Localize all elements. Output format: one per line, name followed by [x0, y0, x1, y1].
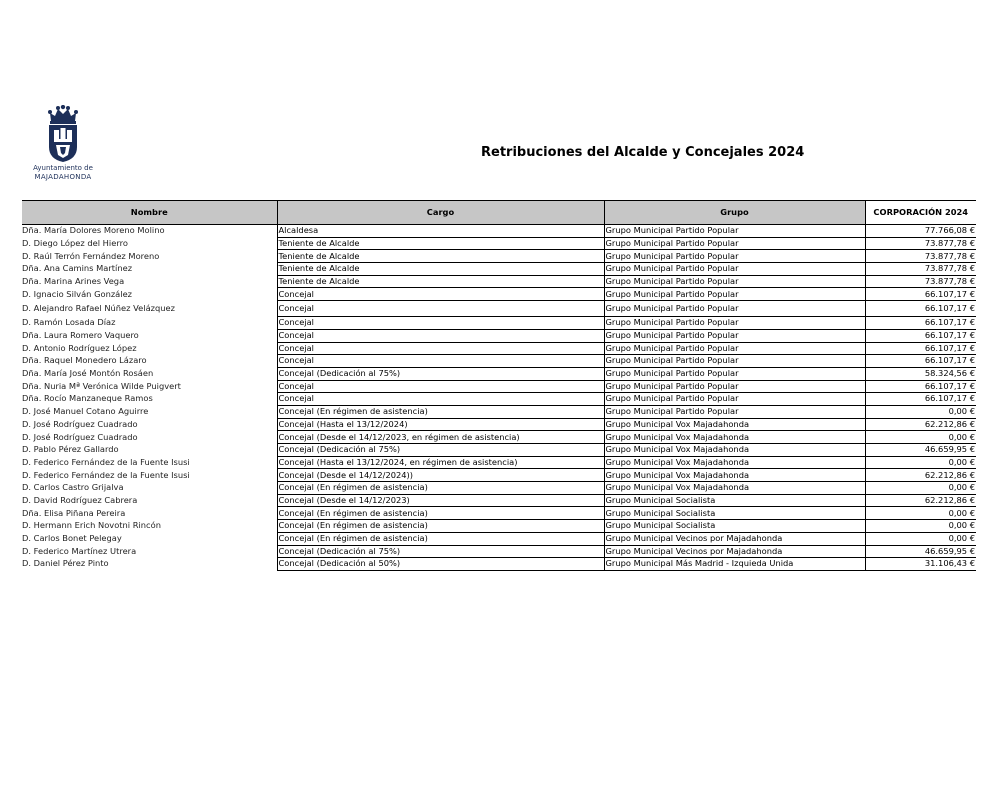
row-cargo: Concejal (Desde el 14/12/2024)) [277, 469, 604, 482]
row-cargo: Concejal [277, 355, 604, 368]
logo-text-line1: Ayuntamiento de [33, 164, 93, 172]
row-grupo: Grupo Municipal Partido Popular [604, 329, 865, 342]
row-grupo: Grupo Municipal Partido Popular [604, 301, 865, 317]
table-row [22, 469, 976, 482]
row-nombre: Dña. Marina Arines Vega [22, 275, 125, 286]
table-row [22, 431, 976, 444]
row-grupo: Grupo Municipal Partido Popular [604, 367, 865, 380]
table-row [22, 237, 976, 250]
row-nombre: D. José Rodríguez Cuadrado [22, 431, 138, 442]
table-row [22, 456, 976, 469]
row-importe: 73.877,78 € [865, 263, 976, 276]
row-importe: 66.107,17 € [865, 380, 976, 393]
logo-text-line2: MAJADAHONDA [34, 173, 92, 181]
table-row [22, 355, 976, 368]
coat-of-arms-icon [46, 105, 80, 163]
row-importe: 66.107,17 € [865, 342, 976, 355]
row-importe: 46.659,95 € [865, 545, 976, 558]
row-nombre: Dña. Raquel Monedero Lázaro [22, 355, 147, 366]
row-grupo: Grupo Municipal Vox Majadahonda [604, 456, 865, 469]
row-nombre: D. José Rodríguez Cuadrado [22, 418, 138, 429]
row-cargo: Concejal (Hasta el 13/12/2024, en régimen de asistencia) [277, 456, 604, 469]
table-row [22, 288, 976, 301]
row-nombre: D. Federico Martínez Utrera [22, 545, 137, 556]
row-grupo: Grupo Municipal Vecinos por Majadahonda [604, 532, 865, 545]
row-nombre: Dña. Laura Romero Vaquero [22, 330, 139, 340]
row-grupo: Grupo Municipal Vox Majadahonda [604, 418, 865, 431]
row-grupo: Grupo Municipal Partido Popular [604, 342, 865, 355]
row-cargo: Teniente de Alcalde [277, 237, 604, 250]
row-cargo: Concejal (Dedicación al 50%) [277, 558, 604, 571]
row-nombre: D. Carlos Bonet Pelegay [22, 533, 122, 543]
row-grupo: Grupo Municipal Partido Popular [604, 380, 865, 393]
row-cargo: Concejal [277, 329, 604, 342]
table-row [22, 263, 976, 276]
row-cargo: Concejal (Desde el 14/12/2023, en régimen de asistencia) [277, 431, 604, 444]
row-nombre: D. Hermann Erich Novotni Rincón [22, 520, 161, 531]
table-row [22, 393, 976, 406]
table-row [22, 275, 976, 288]
row-nombre: D. Raúl Terrón Fernández Moreno [22, 250, 160, 261]
row-grupo: Grupo Municipal Vecinos por Majadahonda [604, 545, 865, 558]
row-nombre: Dña. Elisa Piñana Pereira [22, 507, 126, 518]
row-grupo: Grupo Municipal Vox Majadahonda [604, 444, 865, 457]
row-grupo: Grupo Municipal Partido Popular [604, 250, 865, 263]
row-importe: 73.877,78 € [865, 237, 976, 250]
table-row [22, 418, 976, 431]
row-grupo: Grupo Municipal Partido Popular [604, 317, 865, 330]
row-importe: 66.107,17 € [865, 301, 976, 317]
table-row [22, 520, 976, 533]
row-importe: 77.766,08 € [865, 225, 976, 238]
row-cargo: Concejal (Dedicación al 75%) [277, 444, 604, 457]
row-cargo: Concejal [277, 317, 604, 330]
row-cargo: Concejal (Dedicación al 75%) [277, 367, 604, 380]
row-importe: 0,00 € [865, 482, 976, 495]
row-importe: 0,00 € [865, 532, 976, 545]
row-importe: 66.107,17 € [865, 329, 976, 342]
row-importe: 0,00 € [865, 456, 976, 469]
row-grupo: Grupo Municipal Partido Popular [604, 405, 865, 418]
row-cargo: Teniente de Alcalde [277, 250, 604, 263]
table-row [22, 558, 976, 571]
row-nombre: D. Ramón Losada Díaz [22, 317, 116, 328]
row-nombre: Dña. Ana Camins Martínez [22, 263, 133, 274]
row-cargo: Concejal [277, 301, 604, 317]
table-row [22, 317, 976, 330]
table-row [22, 507, 976, 520]
row-cargo: Concejal (En régimen de asistencia) [277, 482, 604, 495]
row-cargo: Concejal (Desde el 14/12/2023) [277, 494, 604, 507]
row-cargo: Concejal [277, 393, 604, 406]
row-grupo: Grupo Municipal Socialista [604, 494, 865, 507]
row-importe: 0,00 € [865, 507, 976, 520]
header-nombre: Nombre [22, 201, 277, 225]
row-importe: 0,00 € [865, 520, 976, 533]
table-row [22, 225, 976, 238]
table-row [22, 329, 976, 342]
municipal-logo [22, 105, 104, 185]
row-grupo: Grupo Municipal Partido Popular [604, 237, 865, 250]
table-row [22, 367, 976, 380]
row-cargo: Concejal (Dedicación al 75%) [277, 545, 604, 558]
row-cargo: Concejal (En régimen de asistencia) [277, 520, 604, 533]
row-cargo: Teniente de Alcalde [277, 275, 604, 288]
row-importe: 46.659,95 € [865, 444, 976, 457]
row-cargo: Concejal (En régimen de asistencia) [277, 532, 604, 545]
row-nombre: D. Federico Fernández de la Fuente Isusi [22, 469, 190, 480]
row-nombre: D. Ignacio Silván González [22, 288, 133, 299]
header-grupo: Grupo [604, 201, 865, 225]
row-importe: 66.107,17 € [865, 288, 976, 301]
row-nombre: D. Antonio Rodríguez López [22, 342, 137, 353]
row-cargo: Concejal (Hasta el 13/12/2024) [277, 418, 604, 431]
header-corporacion-2024: CORPORACIÓN 2024 [865, 201, 976, 225]
table-row [22, 444, 976, 457]
row-importe: 58.324,56 € [865, 367, 976, 380]
table-row [22, 532, 976, 545]
table-row [22, 494, 976, 507]
row-importe: 62.212,86 € [865, 494, 976, 507]
row-importe: 62.212,86 € [865, 418, 976, 431]
row-importe: 73.877,78 € [865, 250, 976, 263]
header-cargo: Cargo [277, 201, 604, 225]
row-grupo: Grupo Municipal Partido Popular [604, 263, 865, 276]
row-cargo: Alcaldesa [277, 225, 604, 238]
table-row [22, 545, 976, 558]
row-grupo: Grupo Municipal Más Madrid - Izquieda Unida [604, 558, 865, 571]
row-importe: 0,00 € [865, 405, 976, 418]
row-grupo: Grupo Municipal Vox Majadahonda [604, 482, 865, 495]
table-row [22, 301, 976, 317]
row-importe: 66.107,17 € [865, 317, 976, 330]
row-grupo: Grupo Municipal Vox Majadahonda [604, 469, 865, 482]
row-nombre: Dña. María José Montón Rosáen [22, 368, 154, 379]
row-cargo: Concejal (En régimen de asistencia) [277, 507, 604, 520]
table-row [22, 482, 976, 495]
row-nombre: D. Federico Fernández de la Fuente Isusi [22, 456, 190, 467]
row-importe: 0,00 € [865, 431, 976, 444]
row-nombre: D. Daniel Pérez Pinto [22, 558, 109, 569]
row-cargo: Concejal [277, 288, 604, 301]
row-importe: 62.212,86 € [865, 469, 976, 482]
row-nombre: D. Diego López del Hierro [22, 237, 128, 248]
row-cargo: Concejal [277, 342, 604, 355]
row-grupo: Grupo Municipal Vox Majadahonda [604, 431, 865, 444]
page-title: Retribuciones del Alcalde y Concejales 2024 [481, 145, 805, 160]
table-body [22, 225, 976, 571]
row-nombre: Dña. Rocío Manzaneque Ramos [22, 393, 153, 404]
row-cargo: Concejal [277, 380, 604, 393]
table-row [22, 250, 976, 263]
row-nombre: Dña. María Dolores Moreno Molino [22, 225, 165, 236]
row-grupo: Grupo Municipal Partido Popular [604, 393, 865, 406]
row-cargo: Teniente de Alcalde [277, 263, 604, 276]
row-importe: 31.106,43 € [865, 558, 976, 571]
row-importe: 73.877,78 € [865, 275, 976, 288]
row-nombre: D. Alejandro Rafael Núñez Velázquez [22, 302, 176, 313]
row-nombre: D. Carlos Castro Grijalva [22, 482, 124, 493]
row-cargo: Concejal (En régimen de asistencia) [277, 405, 604, 418]
row-grupo: Grupo Municipal Socialista [604, 520, 865, 533]
row-nombre: D. David Rodríguez Cabrera [22, 494, 138, 505]
retribuciones-table [22, 200, 976, 571]
table-row [22, 380, 976, 393]
row-grupo: Grupo Municipal Partido Popular [604, 355, 865, 368]
row-grupo: Grupo Municipal Partido Popular [604, 225, 865, 238]
row-importe: 66.107,17 € [865, 355, 976, 368]
row-nombre: D. José Manuel Cotano Aguirre [22, 406, 149, 417]
table-header-row [22, 201, 976, 225]
row-importe: 66.107,17 € [865, 393, 976, 406]
row-nombre: Dña. Nuria Mª Verónica Wilde Puigvert [22, 380, 181, 391]
row-grupo: Grupo Municipal Partido Popular [604, 275, 865, 288]
row-nombre: D. Pablo Pérez Gallardo [22, 444, 119, 455]
table-row [22, 342, 976, 355]
row-grupo: Grupo Municipal Partido Popular [604, 288, 865, 301]
row-grupo: Grupo Municipal Socialista [604, 507, 865, 520]
table-row [22, 405, 976, 418]
